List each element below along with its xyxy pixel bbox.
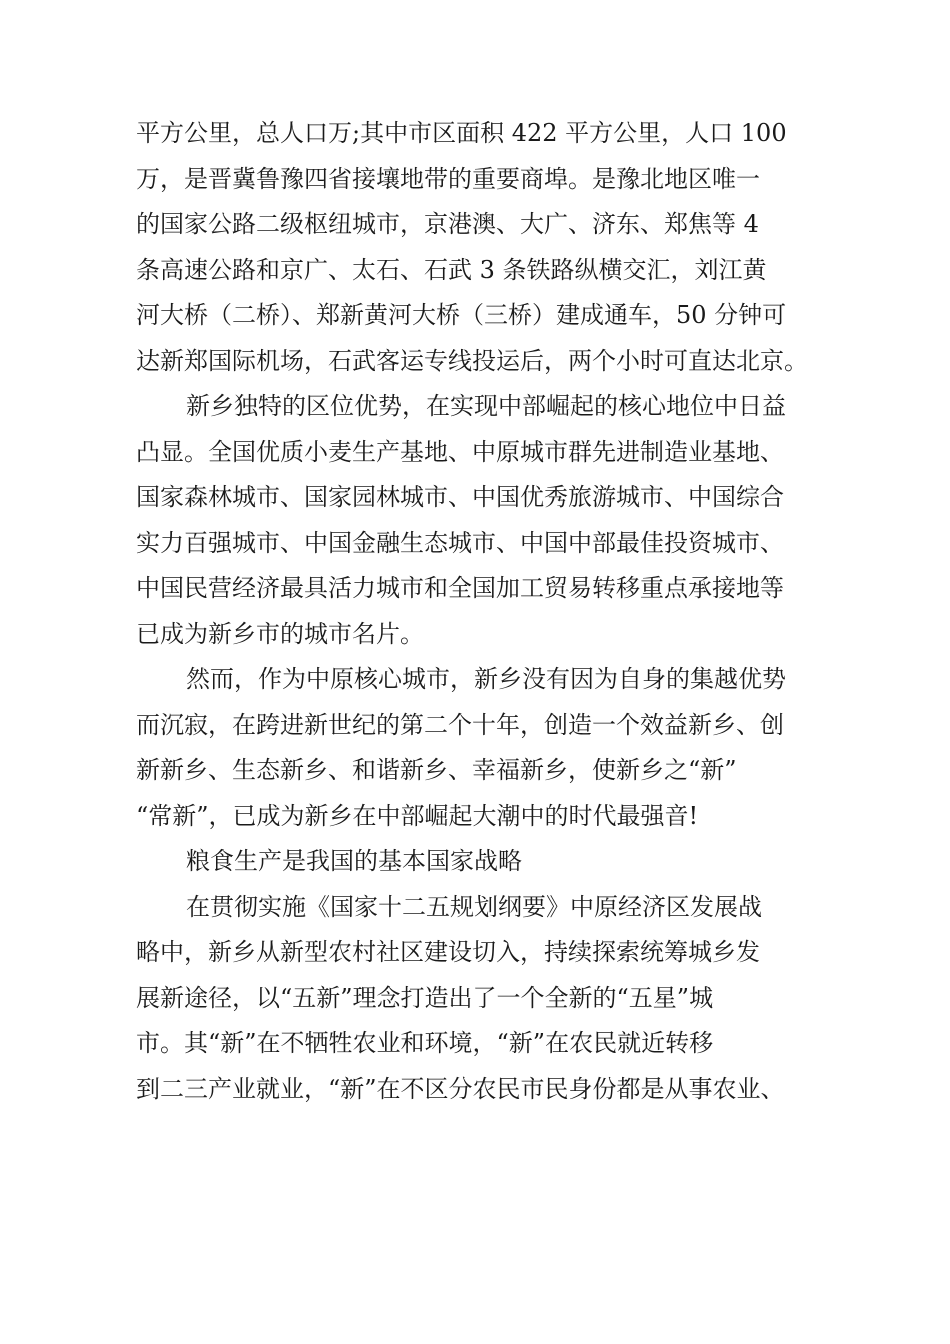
text-line: 已成为新乡市的城市名片。 bbox=[136, 619, 424, 648]
text-line: 平方公里，总人口万;其中市区面积 422 平方公里，人口 100 bbox=[136, 119, 787, 147]
text-line: 新新乡、生态新乡、和谐新乡、幸福新乡，使新乡之“新” bbox=[136, 756, 737, 784]
text-line: 然而，作为中原核心城市，新乡没有因为自身的集越优势 bbox=[186, 665, 786, 693]
text-line: 河大桥（二桥）、郑新黄河大桥（三桥）建成通车，50 分钟可 bbox=[136, 301, 787, 329]
text-line: 新乡独特的区位优势，在实现中部崛起的核心地位中日益 bbox=[186, 392, 786, 420]
document-body bbox=[136, 111, 846, 1112]
text-line: 而沉寂，在跨进新世纪的第二个十年，创造一个效益新乡、创 bbox=[136, 710, 784, 739]
text-line: 市。其“新”在不牺牲农业和环境，“新”在农民就近转移 bbox=[136, 1029, 714, 1057]
text-line: 实力百强城市、中国金融生态城市、中国中部最佳投资城市、 bbox=[136, 528, 784, 557]
text-line: 略中，新乡从新型农村社区建设切入，持续探索统筹城乡发 bbox=[136, 938, 760, 966]
paragraph-core-city bbox=[136, 657, 846, 839]
text-line: “常新”，已成为新乡在中部崛起大潮中的时代最强音! bbox=[136, 801, 699, 830]
paragraph-advantages bbox=[136, 384, 846, 657]
text-line: 万，是晋冀鲁豫四省接壤地带的重要商埠。是豫北地区唯一 bbox=[136, 164, 760, 193]
paragraph-strategy bbox=[136, 885, 846, 1113]
paragraph-location bbox=[136, 111, 846, 384]
text-line: 凸显。全国优质小麦生产基地、中原城市群先进制造业基地、 bbox=[136, 437, 784, 466]
text-line: 在贯彻实施《国家十二五规划纲要》中原经济区发展战 bbox=[186, 892, 762, 921]
paragraph-grain-heading bbox=[136, 839, 846, 885]
section-heading: 粮食生产是我国的基本国家战略 bbox=[186, 847, 522, 875]
text-line: 条高速公路和京广、太石、石武 3 条铁路纵横交汇，刘江黄 bbox=[136, 255, 767, 284]
text-line: 中国民营经济最具活力城市和全国加工贸易转移重点承接地等 bbox=[136, 574, 784, 602]
text-line: 展新途径，以“五新”理念打造出了一个全新的“五星”城 bbox=[136, 983, 714, 1012]
text-line: 国家森林城市、国家园林城市、中国优秀旅游城市、中国综合 bbox=[136, 483, 784, 511]
text-line: 达新郑国际机场，石武客运专线投运后，两个小时可直达北京。 bbox=[136, 346, 808, 375]
text-line: 到二三产业就业，“新”在不区分农民市民身份都是从事农业、 bbox=[136, 1074, 785, 1103]
text-line: 的国家公路二级枢纽城市，京港澳、大广、济东、郑焦等 4 bbox=[136, 210, 759, 238]
